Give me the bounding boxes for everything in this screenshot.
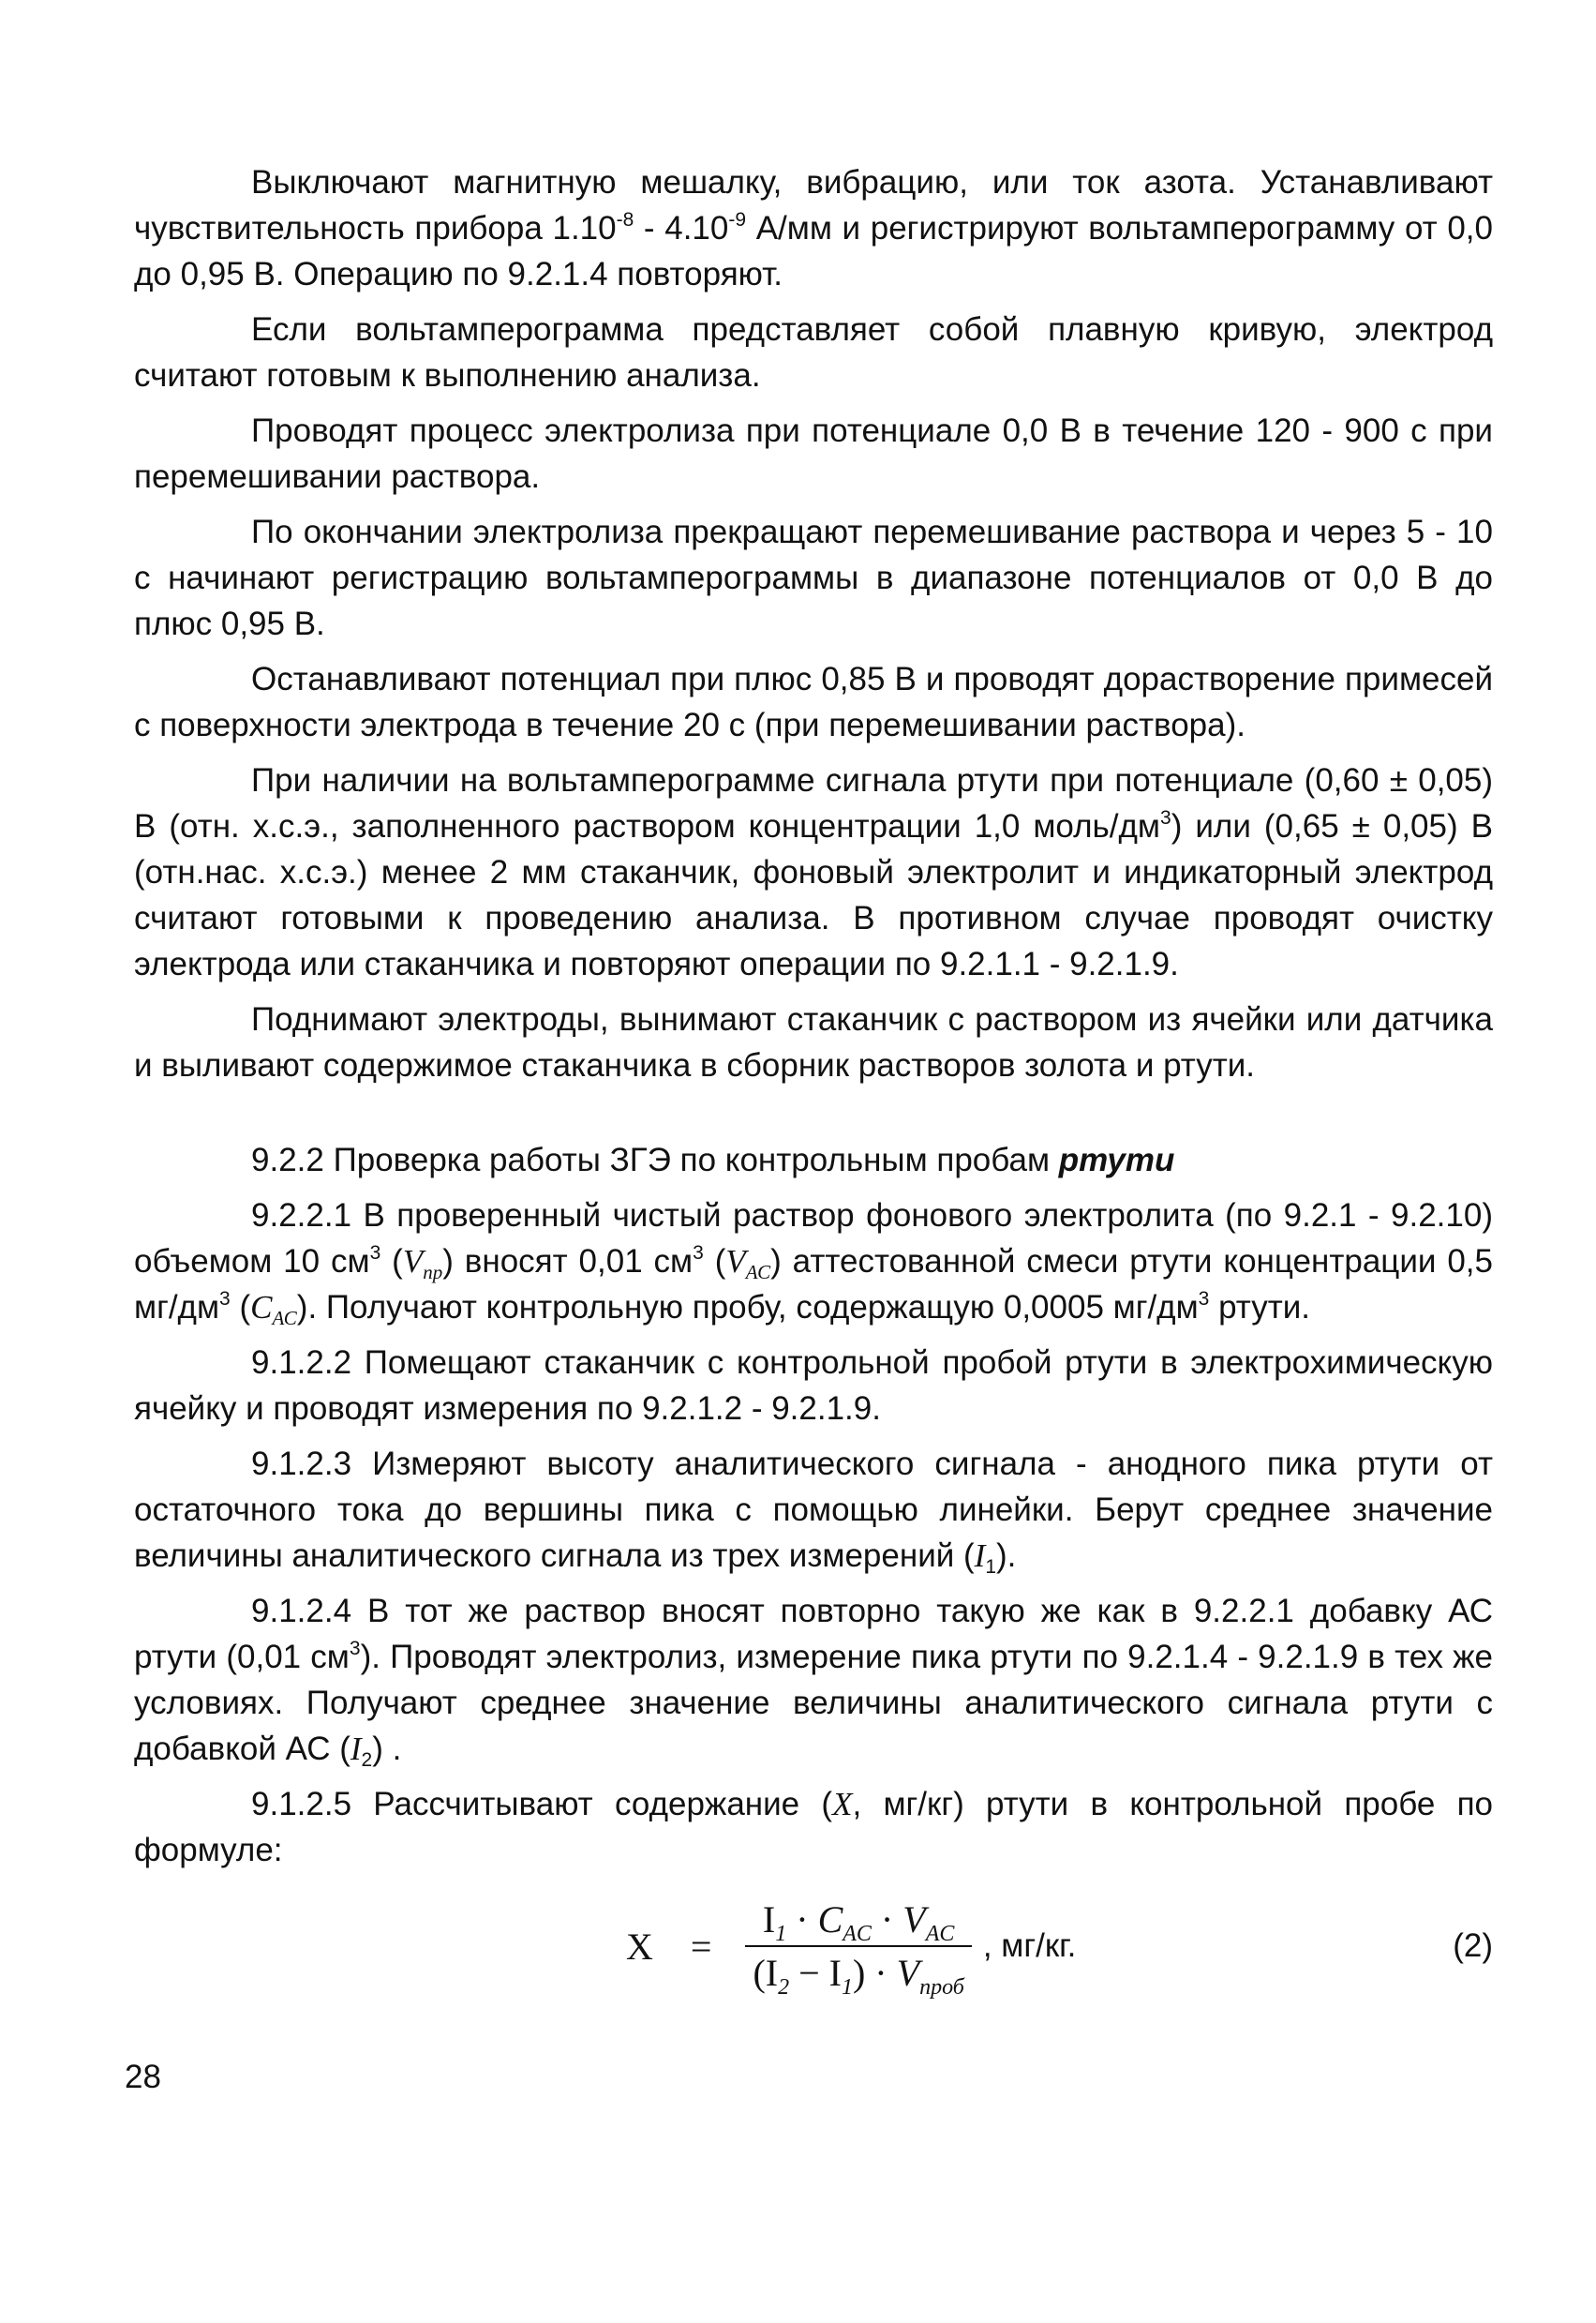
equals-sign: = xyxy=(690,1925,712,1968)
formula-lhs: X xyxy=(626,1925,653,1968)
text-column xyxy=(134,159,1493,2012)
fraction-numerator: $I_1 \cdot C_{AC} \cdot V_{AC}$ xyxy=(762,1898,955,1946)
section-heading: 9.2.2 Проверка работы ЗГЭ по контрольным пробам ртути xyxy=(251,1142,1175,1178)
paragraph: Останавливают потенциал при плюс 0,85 В и проводят дорастворение примесей с поверхности электрода в течение 20 с (при перемешивании раствора). xyxy=(134,661,1493,743)
formula-block xyxy=(134,1881,1493,2012)
fraction-denominator: $(I_2 - I_1) \cdot V_{проб}$ xyxy=(745,1945,971,1995)
paragraph: При наличии на вольтамперограмме сигнала ртути при потенциале (0,60 ± 0,05) В (отн. х.с.э., заполненного раствором концентрации 1,0 моль/$дм^3$) или (0,65 ± 0,05) В (отн.нас. х.с.э.) менее 2 мм стаканчик, фоновый электролит и индикаторный электрод считают готовыми к проведению анализа. В противном случае проводят очистку электрода или стаканчика и повторяют операции по 9.2.1.1 - 9.2.1.9. xyxy=(134,762,1493,982)
paragraph: 9.2.2.1 В проверенный чистый раствор фонового электролита (по 9.2.1 - 9.2.10) объемом 10 $см^3$ $(V_{пр})$ вносят 0,01 $см^3$ $(V_{АС})$ аттестованной смеси ртути концентрации 0,5 $мг/дм^3$ $(C_{АС})$. Получают контрольную пробу, содержащую 0,0005 $мг/дм^3$ ртути. xyxy=(134,1197,1493,1329)
heading-emphasis: ртути xyxy=(1058,1142,1175,1178)
paragraph: 9.1.2.3 Измеряют высоту аналитического сигнала - анодного пика ртути от остаточного тока до вершины пика с помощью линейки. Берут среднее значение величины аналитического сигнала из трех измерений $(I_1)$. xyxy=(134,1446,1493,1578)
paragraph: 9.1.2.4 В тот же раствор вносят повторно такую же как в 9.2.2.1 добавку АС ртути (0,01 $см^3$). Проводят электролиз, измерение пика ртути по 9.2.1.4 - 9.2.1.9 в тех же условиях. Получают среднее значение величины аналитического сигнала ртути с добавкой АС $(I_2)$ . xyxy=(134,1593,1493,1771)
paragraph: Поднимают электроды, вынимают стаканчик с раствором из ячейки или датчика и выливают содержимое стаканчика в сборник растворов золота и ртути. xyxy=(134,1001,1493,1084)
paragraph: По окончании электролиза прекращают перемешивание раствора и через 5 - 10 с начинают регистрацию вольтамперограммы в диапазоне потенциалов от 0,0 В до плюс 0,95 В. xyxy=(134,514,1493,642)
formula xyxy=(626,1881,1076,2012)
formula-unit: , мг/кг. xyxy=(982,1927,1077,1964)
paragraph: Выключают магнитную мешалку, вибрацию, или ток азота. Устанавливают чувствительность прибора $1.10^{-8} - 4.10^{-9}$ А/мм и регистрируют вольтамперограмму от 0,0 до 0,95 В. Операцию по 9.2.1.4 повторяют. xyxy=(134,164,1493,292)
paragraph: Если вольтамперограмма представляет собой плавную кривую, электрод считают готовым к выполнению анализа. xyxy=(134,311,1493,394)
paragraph: 9.1.2.2 Помещают стаканчик с контрольной пробой ртути в электрохимическую ячейку и проводят измерения по 9.2.1.2 - 9.2.1.9. xyxy=(134,1344,1493,1427)
paragraph: Проводят процесс электролиза при потенциале 0,0 В в течение 120 - 900 с при перемешивании раствора. xyxy=(134,412,1493,495)
formula-number: (2) xyxy=(1453,1927,1493,1964)
page-number: 28 xyxy=(125,2059,161,2095)
formula-fraction xyxy=(745,1897,971,2000)
paragraph: 9.1.2.5 Рассчитывают содержание (X, мг/кг) ртути в контрольной пробе по формуле: xyxy=(134,1786,1494,1868)
